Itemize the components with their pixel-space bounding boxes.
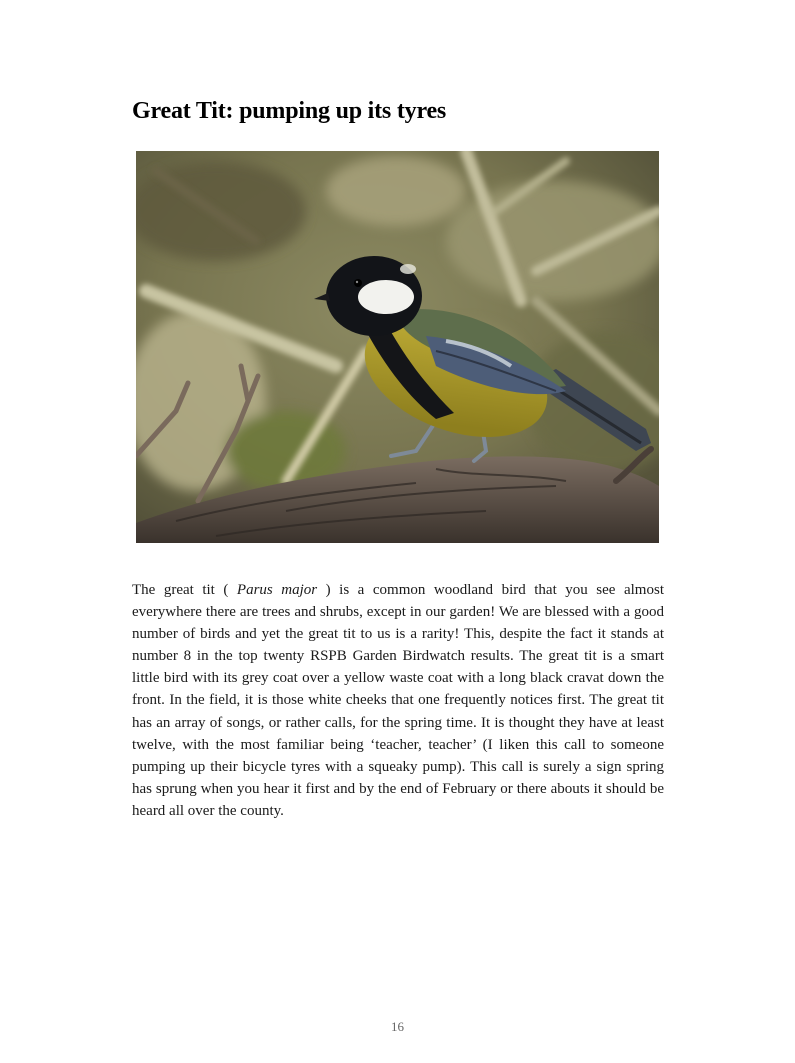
paragraph-intro: The great tit ( [132, 582, 237, 598]
latin-name: Parus major [236, 582, 318, 598]
paragraph-body: ) is a common woodland bird that you see almost everywhere there are trees and shrubs, except in our garden! We are blessed with a good number of birds and yet the great tit to us is a rarity! This, despite the fact it stands at number 8 in the top twenty RSPB Garden Birdwatch results. The great tit is a smart little bird with its grey coat over a yellow waste coat with a long black cravat down the front. In the field, it is those white cheeks that one frequently notices first. The great tit has an array of songs, or rather calls, for the spring time. It is thought they have at least twelve, with the most familiar being ‘teacher, teacher’ (I liken this call to someone pumping up their bicycle tyres with a squeaky pump). This call is surely a sign spring has sprung when you hear it first and by the end of February or there abouts it should be heard all over the county. [132, 582, 664, 819]
page-title: Great Tit: pumping up its tyres [132, 98, 447, 124]
body-paragraph [132, 579, 664, 822]
great-tit-illustration [136, 151, 659, 543]
great-tit-photo [136, 151, 659, 543]
page-number: 16 [391, 1019, 404, 1034]
